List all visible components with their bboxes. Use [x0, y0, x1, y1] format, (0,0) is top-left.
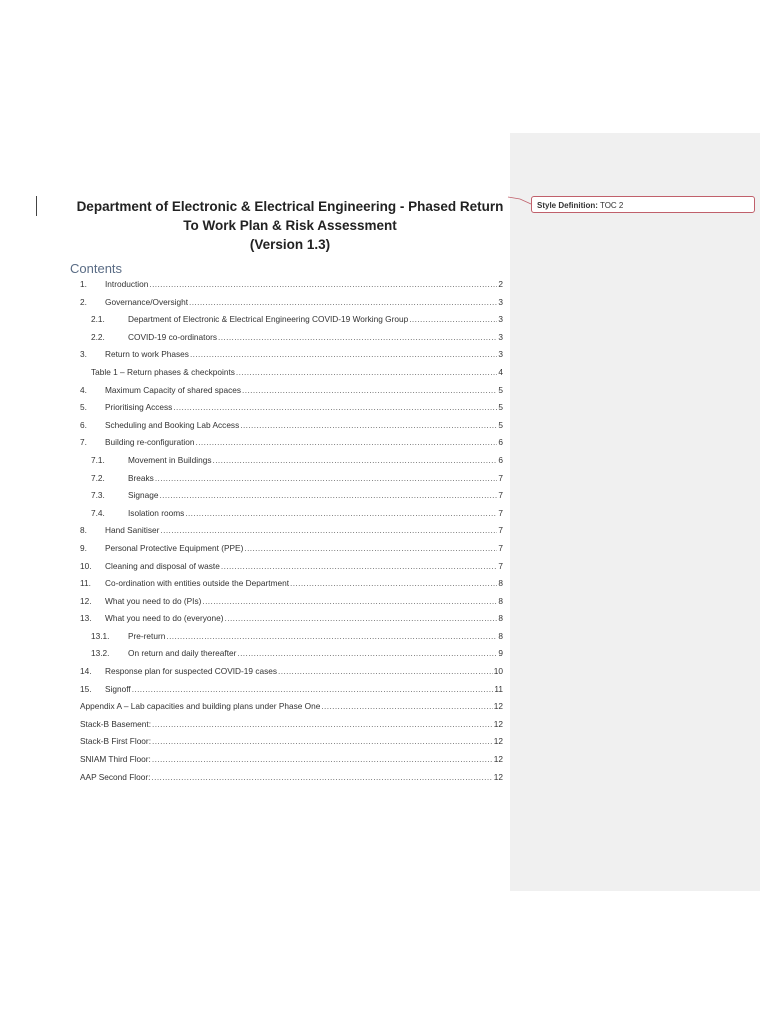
toc-entry-page: 8 [498, 630, 503, 641]
toc-entry-page: 7 [498, 525, 503, 536]
toc-entry-page: 6 [498, 437, 503, 448]
toc-entry-number: 9. [80, 542, 87, 553]
toc-entry-text: Signoff [105, 683, 131, 694]
toc-entry-text: Appendix A – Lab capacities and building plans under Phase One [80, 701, 321, 712]
toc-entry-page: 3 [498, 331, 503, 342]
toc-entry-page: 12 [493, 754, 503, 765]
toc-entry-text: What you need to do (everyone) [105, 613, 224, 624]
toc-entry-number: 11. [80, 578, 91, 589]
comment-balloon[interactable] [531, 196, 755, 213]
toc-entry-page: 5 [498, 402, 503, 413]
toc-entry-text: Pre-return [128, 630, 166, 641]
toc-entry-page: 12 [493, 701, 503, 712]
toc-entry-text: On return and daily thereafter [128, 648, 237, 659]
toc-entry-text: Introduction [105, 279, 149, 289]
toc-entry-number: 15. [80, 683, 92, 694]
toc-entry-number: 13.1. [91, 630, 110, 641]
toc-entry-text: What you need to do (PIs) [105, 595, 202, 606]
toc-entry-number: 12. [80, 595, 92, 606]
toc-entry-page: 8 [498, 613, 503, 624]
toc-entry-page: 7 [498, 507, 503, 518]
toc-entry-page: 7 [498, 542, 503, 553]
contents-heading: Contents [70, 261, 123, 276]
toc-entry-text: AAP Second Floor: [80, 771, 151, 782]
toc-entry-text: Breaks [128, 472, 154, 483]
toc-entry-text: Signage [128, 490, 159, 501]
toc-entry-page: 8 [498, 595, 503, 606]
toc-entry-number: 7. [80, 437, 87, 448]
toc-entry-page: 12 [493, 771, 503, 782]
toc-entry-number: 7.1. [91, 454, 105, 465]
toc-entry-page: 5 [498, 384, 503, 395]
title-line-1: Department of Electronic & Electrical Engineering - Phased Return [76, 199, 504, 214]
toc-entry-page: 12 [493, 736, 503, 747]
toc-entry-number: 4. [80, 384, 87, 395]
toc-entry-text: Prioritising Access [105, 402, 173, 413]
toc-entry-number: 14. [80, 666, 92, 677]
toc-entry-text: Co-ordination with entities outside the Department [105, 578, 290, 589]
toc-entry-page: 3 [498, 296, 503, 307]
toc-entry-number: 2.1. [91, 314, 105, 325]
toc-entry-page: 7 [498, 472, 503, 483]
toc-entry-text: Department of Electronic & Electrical Engineering COVID-19 Working Group [128, 314, 409, 325]
toc-entry-text: Response plan for suspected COVID-19 cases [105, 666, 278, 677]
toc-entry-page: 4 [498, 366, 503, 377]
toc-entry-page: 6 [498, 454, 503, 465]
toc-entry-page: 8 [498, 578, 503, 589]
toc-entry-number: 8. [80, 525, 87, 536]
toc-entry-text: Table 1 – Return phases & checkpoints [91, 366, 235, 377]
toc-entry-page: 3 [498, 349, 503, 360]
toc-entry-number: 2. [80, 296, 87, 307]
toc-entry-page: 11 [494, 683, 503, 694]
toc-entry-page: 5 [498, 419, 503, 430]
toc-entry-text: Stack-B First Floor: [80, 736, 151, 747]
toc-entry-text: COVID-19 co-ordinators [128, 331, 217, 342]
comment-value: TOC 2 [599, 201, 624, 210]
toc-entry-number: 1. [80, 279, 87, 289]
toc-entry-page: 7 [498, 490, 503, 501]
toc-entry-page: 12 [493, 718, 503, 729]
toc-entry-number: 2.2. [91, 331, 105, 342]
toc-entry-number: 7.3. [91, 490, 105, 501]
title-line-3: (Version 1.3) [249, 237, 331, 252]
toc-entry-page: 3 [498, 314, 503, 325]
toc-entry-number: 13. [80, 613, 92, 624]
toc-entry-text: SNIAM Third Floor: [80, 754, 151, 765]
toc-entry-text: Hand Sanitiser [105, 525, 160, 536]
toc-entry-number: 7.4. [91, 507, 105, 518]
toc-entry-text: Personal Protective Equipment (PPE) [105, 542, 244, 553]
toc-entry-page: 9 [498, 648, 503, 659]
toc-entry-number: 10. [80, 560, 92, 571]
toc-entry-text: Cleaning and disposal of waste [105, 560, 220, 571]
toc-entry-page: 10 [493, 666, 503, 677]
toc-entry-text: Governance/Oversight [105, 296, 189, 307]
toc-entry-text: Stack-B Basement: [80, 718, 152, 729]
toc-entry-text: Building re-configuration [105, 437, 195, 448]
comment-label: Style Definition: [537, 201, 598, 210]
toc-entry-text: Maximum Capacity of shared spaces [105, 384, 242, 395]
toc-entry-page: 2 [498, 279, 503, 289]
toc-entry-number: 3. [80, 349, 87, 360]
toc-entry-text: Movement in Buildings [128, 454, 212, 465]
toc-entry-page: 7 [498, 560, 503, 571]
toc-entry-number: 7.2. [91, 472, 105, 483]
toc-entry-number: 13.2. [91, 648, 110, 659]
toc-entry-text: Isolation rooms [128, 507, 185, 518]
toc-entry-text: Return to work Phases [105, 349, 189, 360]
toc-entry-number: 5. [80, 402, 87, 413]
toc-entry-number: 6. [80, 419, 87, 430]
toc-entry-text: Scheduling and Booking Lab Access [105, 419, 240, 430]
title-line-2: To Work Plan & Risk Assessment [183, 218, 397, 233]
